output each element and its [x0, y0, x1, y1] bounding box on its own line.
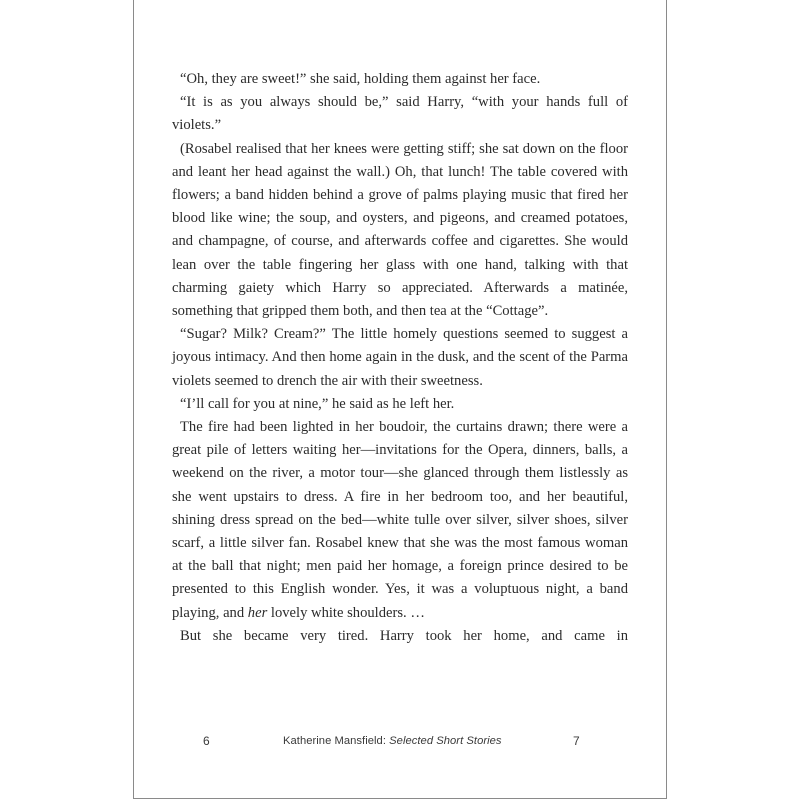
running-title-book: Selected Short Stories: [389, 735, 502, 747]
paragraph-5: “I’ll call for you at nine,” he said as he left her.: [180, 395, 455, 412]
page-footer: [134, 732, 666, 752]
paragraph-3: (Rosabel realised that her knees were getting stiff; she sat down on the floor and leant her head against the wall.) Oh, that lunch! The table covered with flowers; a band hidden behind a grove of palms playing music that fired her blood like wine; the soup, and oysters, and pigeons, and creamed potatoes, and champagne, of course, and afterwards coffee and cigarettes. She would lean over the table fingering her glass with one hand, talking with that charming gaiety which Harry so appreciated. Afterwards a matinée, something that gripped them both, and then tea at the “Cottage”.: [172, 140, 628, 320]
emphasis-her: her: [247, 604, 268, 621]
running-title: [283, 735, 502, 747]
paragraph-7: But she became very tired. Harry took her home, and came in: [180, 627, 628, 644]
paragraph-6-text-end: lovely white shoulders. …: [267, 604, 425, 621]
book-page: [133, 0, 667, 799]
paragraph-1: “Oh, they are sweet!” she said, holding them against her face.: [180, 71, 541, 87]
paragraph-2: “It is as you always should be,” said Harry, “with your hands full of violets.”: [172, 94, 628, 134]
paragraph-6-text: The fire had been lighted in her boudoir, the curtains drawn; there were a great pile of letters waiting her—invitations for the Opera, dinners, balls, a weekend on the river, a motor tour—she glanced through them listlessly as she went upstairs to dress. A fire in her bedroom too, and her beautiful, shining dress spread on the bed—white tulle over silver, silver shoes, silver scarf, a little silver fan. Rosabel knew that she was the most famous woman at the ball that night; men paid her homage, a foreign prince desired to be presented to this English wonder. Yes, it was a voluptuous night, a band playing, and: [172, 419, 628, 621]
paragraph-6: [172, 416, 628, 625]
running-title-author: Katherine Mansfield:: [283, 735, 390, 747]
story-text: [172, 68, 628, 648]
left-page-number: 6: [203, 734, 210, 748]
paragraph-4: “Sugar? Milk? Cream?” The little homely questions seemed to suggest a joyous intimacy. And then home again in the dusk, and the scent of the Parma violets seemed to drench the air with their sweetness.: [172, 326, 628, 389]
right-page-number: 7: [573, 734, 580, 748]
